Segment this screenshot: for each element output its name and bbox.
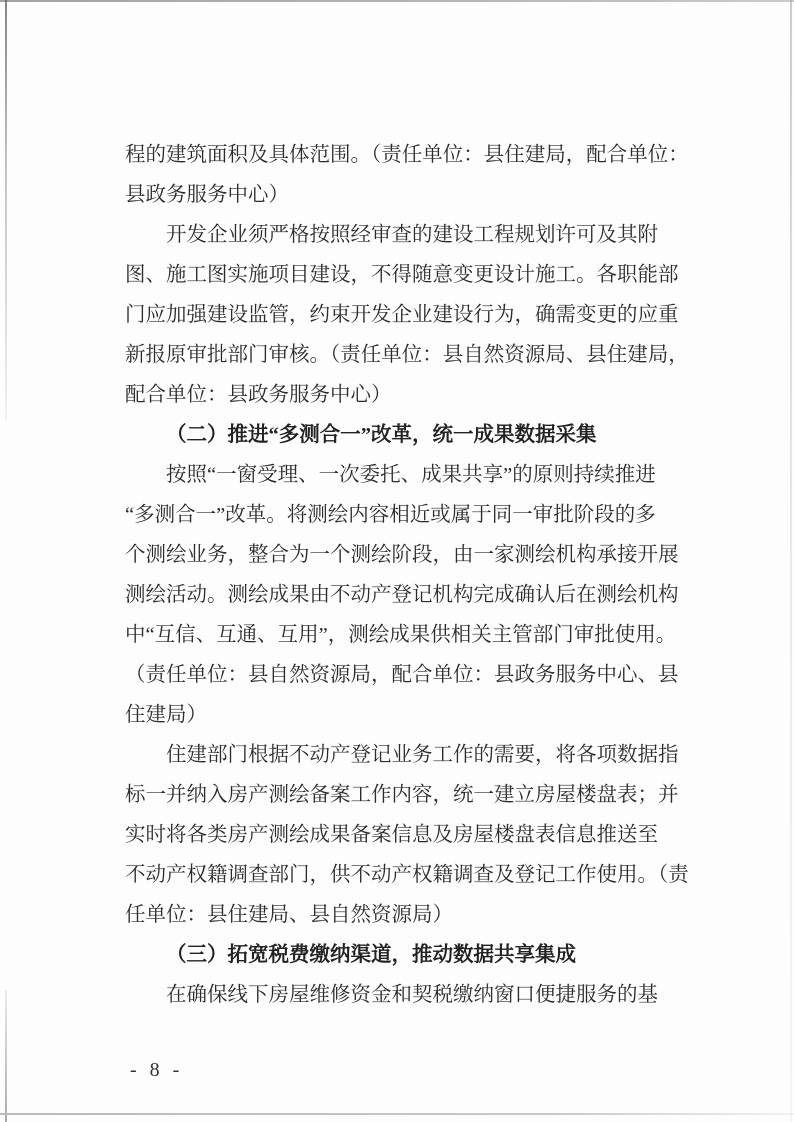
text-line: 开发企业须严格按照经审查的建设工程规划许可及其附 [166,224,658,246]
text-line: 中“互信、互通、互用”，测绘成果供相关主管部门审批使用。 [125,624,677,646]
text-line: （责任单位：县自然资源局，配合单位：县政务服务中心、县 [125,664,679,686]
text-line: 测绘活动。测绘成果由不动产登记机构完成确认后在测绘机构 [125,584,679,606]
text-line: 住建部门根据不动产登记业务工作的需要，将各项数据指 [166,744,679,766]
text-line: 在确保线下房屋维修资金和契税缴纳窗口便捷服务的基 [166,984,658,1006]
text-line: 标一并纳入房产测绘备案工作内容，统一建立房屋楼盘表；并 [125,784,679,806]
document-text-block [125,135,711,1015]
scan-edge-left-upper [5,0,7,420]
scan-edge-top [0,0,794,2]
text-line: 县政务服务中心） [125,184,289,206]
scan-edge-bottom [0,1113,794,1115]
text-line: 按照“一窗受理、一次委托、成果共享”的原则持续推进 [166,464,656,486]
section-heading-3: （三）拓宽税费缴纳渠道，推动数据共享集成 [166,944,576,966]
scan-edge-right [790,0,792,1122]
page-number: - 8 - [130,1059,184,1081]
text-line: 个测绘业务，整合为一个测绘阶段，由一家测绘机构承接开展 [125,544,679,566]
text-line: 图、施工图实施项目建设，不得随意变更设计施工。各职能部 [125,264,679,286]
text-line: 住建局） [125,704,207,726]
text-line: 门应加强建设监管，约束开发企业建设行为，确需变更的应重 [125,304,679,326]
text-line: 实时将各类房产测绘成果备案信息及房屋楼盘表信息推送至 [125,824,658,846]
text-line: “多测合一”改革。将测绘内容相近或属于同一审批阶段的多 [125,504,656,526]
text-line: 配合单位：县政务服务中心） [125,384,392,406]
text-line: 新报原审批部门审核。（责任单位：县自然资源局、县住建局， [125,344,689,366]
text-line: 任单位：县住建局、县自然资源局） [125,904,453,926]
text-line: 程的建筑面积及具体范围。（责任单位：县住建局，配合单位： [125,144,689,166]
text-line: 不动产权籍调查部门，供不动产权籍调查及登记工作使用。（责 [125,864,689,886]
scan-edge-left-lower [5,990,7,1122]
section-heading-2: （二）推进“多测合一”改革，统一成果数据采集 [166,424,597,446]
